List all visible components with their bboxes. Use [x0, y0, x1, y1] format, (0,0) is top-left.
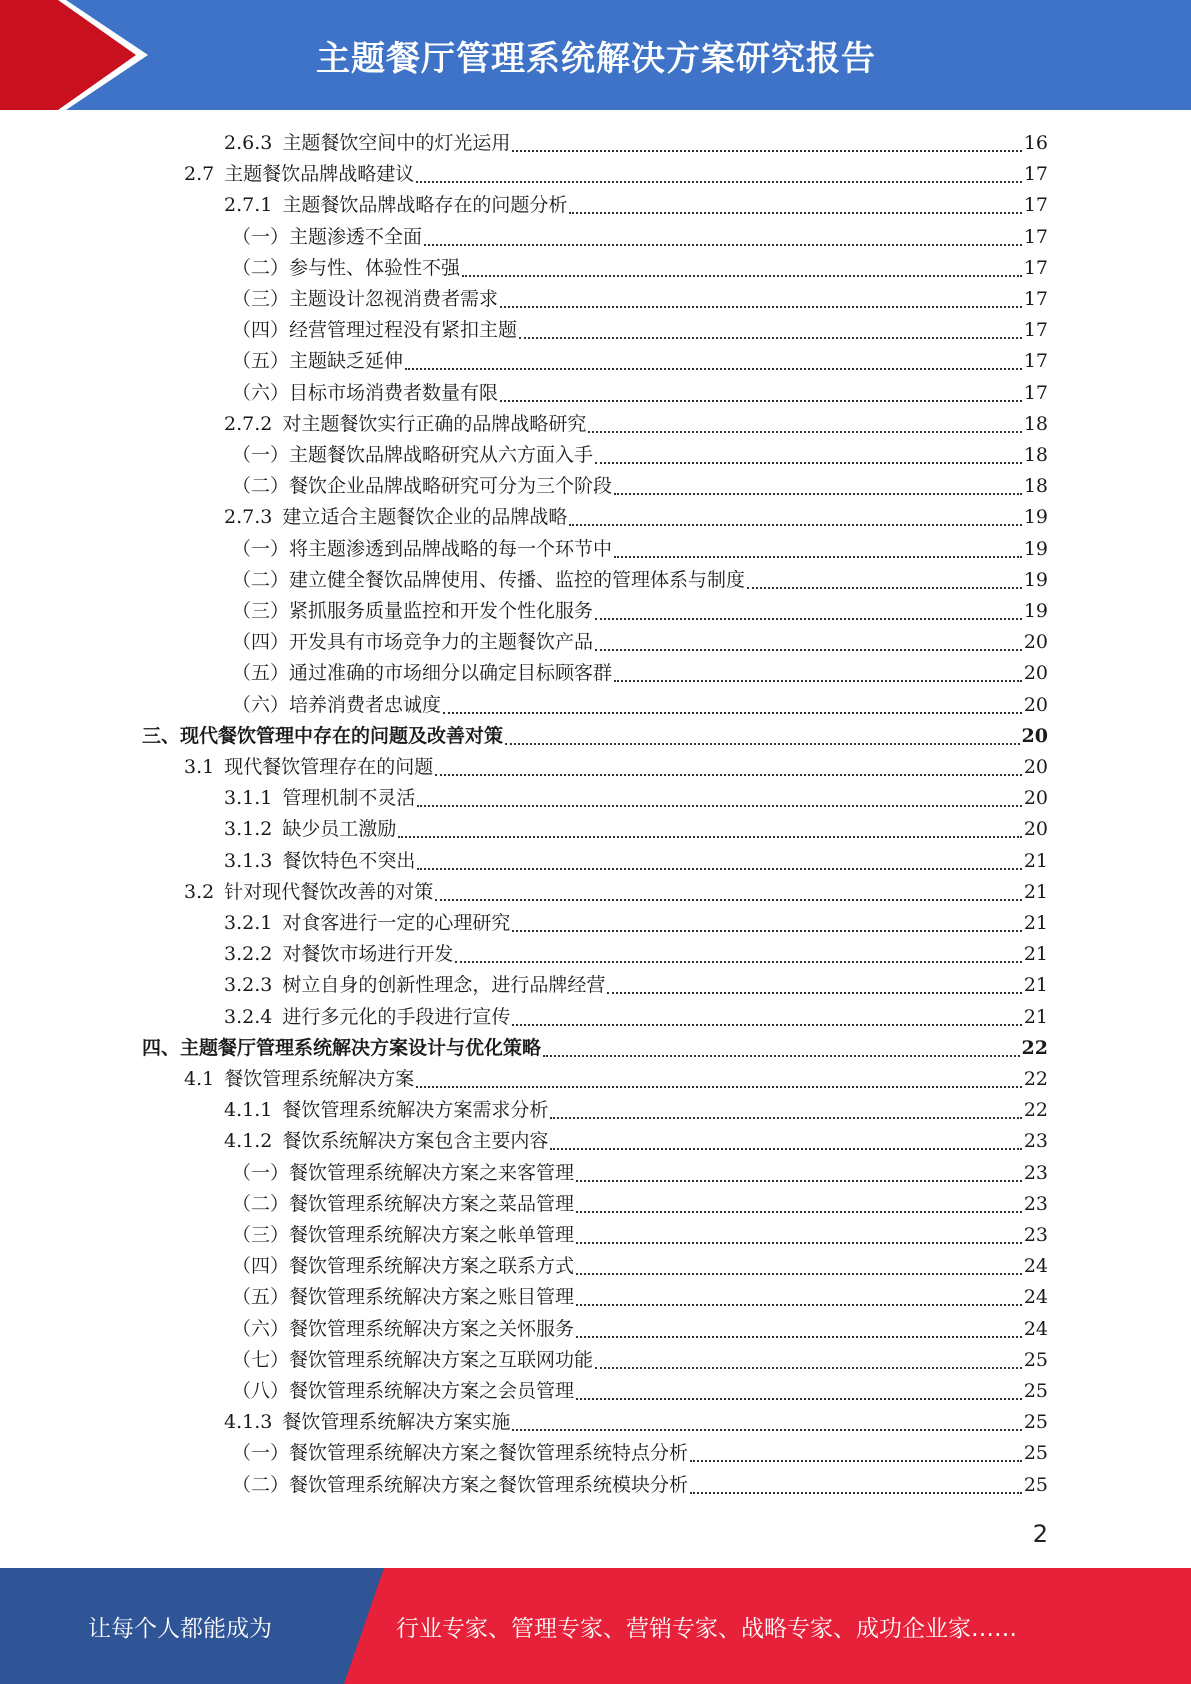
toc-entry-page: 20 [1023, 662, 1048, 685]
toc-entry-number: 3.1.3 [224, 849, 273, 872]
toc-dot-leader [543, 1055, 1020, 1057]
toc-entry[interactable] [232, 1282, 1048, 1313]
toc-dot-leader [576, 1211, 1022, 1213]
toc-entry-page: 23 [1023, 1161, 1048, 1184]
toc-entry-number: 3.1.2 [224, 818, 273, 841]
toc-entry-number: 2.6.3 [224, 132, 273, 154]
toc-dot-leader [576, 1398, 1022, 1400]
toc-entry-title: 餐饮系统解决方案包含主要内容 [282, 1130, 549, 1153]
toc-entry-title: （五）主题缺乏延伸 [232, 350, 404, 373]
toc-entry-title: （二）参与性、体验性不强 [232, 256, 461, 279]
toc-entry-page: 23 [1023, 1192, 1048, 1215]
toc-entry-title: （四）餐饮管理系统解决方案之联系方式 [232, 1255, 575, 1278]
toc-entry[interactable] [142, 1033, 1048, 1064]
toc-dot-leader [416, 1086, 1022, 1088]
toc-dot-leader [435, 899, 1022, 901]
toc-dot-leader [595, 1367, 1022, 1369]
toc-entry[interactable] [184, 1064, 1048, 1095]
toc-entry-title: （二）建立健全餐饮品牌使用、传播、监控的管理体系与制度 [232, 568, 746, 591]
toc-entry[interactable] [232, 1314, 1048, 1345]
toc-entry[interactable] [224, 502, 1048, 533]
toc-entry-page: 25 [1023, 1348, 1048, 1371]
toc-entry[interactable] [142, 721, 1048, 752]
toc-dot-leader [550, 1148, 1021, 1150]
toc-entry-page: 19 [1023, 600, 1048, 622]
toc-dot-leader [614, 680, 1022, 682]
page-header [0, 0, 1191, 110]
toc-entry[interactable] [232, 315, 1048, 346]
toc-dot-leader [512, 930, 1021, 932]
toc-entry-page: 19 [1023, 506, 1048, 529]
toc-dot-leader [550, 1117, 1021, 1119]
toc-entry-title: 四、主题餐厅管理系统解决方案设计与优化策略 [142, 1036, 542, 1059]
toc-entry-page: 22 [1021, 1036, 1048, 1059]
toc-entry-title: （七）餐饮管理系统解决方案之互联网功能 [232, 1348, 594, 1371]
toc-entry-page: 21 [1023, 849, 1048, 872]
toc-entry-title: 管理机制不灵活 [282, 787, 416, 810]
toc-entry-page: 25 [1023, 1442, 1048, 1465]
toc-entry-title: （一）餐饮管理系统解决方案之餐饮管理系统特点分析 [232, 1442, 689, 1465]
toc-entry-number: 2.7.3 [224, 506, 273, 529]
toc-entry[interactable] [232, 690, 1048, 721]
toc-entry-title: （三）餐饮管理系统解决方案之帐单管理 [232, 1224, 575, 1246]
toc-entry[interactable] [224, 846, 1048, 877]
toc-dot-leader [576, 1273, 1022, 1275]
toc-entry-title: 餐饮特色不突出 [282, 849, 416, 872]
toc-entry-page: 20 [1023, 631, 1048, 654]
toc-entry[interactable] [232, 253, 1048, 284]
toc-dot-leader [512, 150, 1021, 152]
toc-entry[interactable] [232, 1376, 1048, 1407]
toc-entry-title: （八）餐饮管理系统解决方案之会员管理 [232, 1380, 575, 1402]
toc-entry-page: 17 [1023, 256, 1048, 279]
toc-entry[interactable] [232, 1220, 1048, 1251]
toc-entry-title: （二）餐饮管理系统解决方案之菜品管理 [232, 1192, 575, 1215]
toc-dot-leader [690, 1492, 1022, 1494]
toc-entry-page: 20 [1023, 756, 1048, 778]
toc-entry-number: 3.2.4 [224, 1005, 273, 1028]
toc-entry-page: 23 [1023, 1224, 1048, 1246]
toc-entry-title: （六）培养消费者忠诚度 [232, 693, 442, 716]
toc-entry-page: 25 [1023, 1380, 1048, 1402]
toc-dot-leader [576, 1242, 1022, 1244]
toc-entry[interactable] [232, 596, 1048, 627]
toc-entry-title: 餐饮管理系统解决方案实施 [282, 1411, 511, 1434]
toc-dot-leader [519, 337, 1022, 339]
toc-entry-title: 现代餐饮管理存在的问题 [224, 756, 434, 778]
toc-entry-page: 22 [1023, 1068, 1048, 1090]
toc-entry-page: 18 [1023, 412, 1048, 435]
toc-dot-leader [595, 618, 1022, 620]
toc-dot-leader [500, 306, 1022, 308]
page-footer [0, 1568, 1191, 1684]
toc-entry[interactable] [184, 752, 1048, 783]
toc-entry-page: 17 [1023, 319, 1048, 342]
toc-entry-number: 4.1.1 [224, 1099, 273, 1122]
toc-entry-page: 17 [1023, 288, 1048, 310]
toc-entry-title: 建立适合主题餐饮企业的品牌战略 [282, 506, 568, 529]
toc-dot-leader [512, 1024, 1021, 1026]
toc-entry[interactable] [224, 1126, 1048, 1157]
toc-entry[interactable] [232, 346, 1048, 377]
toc-entry-page: 21 [1023, 974, 1048, 997]
toc-entry[interactable] [232, 378, 1048, 409]
toc-dot-leader [595, 649, 1022, 651]
toc-dot-leader [455, 961, 1021, 963]
toc-entry[interactable] [224, 190, 1048, 221]
toc-entry-title: （一）餐饮管理系统解决方案之来客管理 [232, 1161, 575, 1184]
toc-entry-page: 20 [1021, 724, 1048, 747]
toc-entry-title: 主题餐饮品牌战略存在的问题分析 [282, 194, 568, 217]
toc-dot-leader [435, 774, 1022, 776]
toc-entry[interactable] [232, 658, 1048, 689]
toc-entry-number: 3.1.1 [224, 787, 273, 810]
toc-entry-number: 3.1 [184, 756, 215, 778]
toc-entry-title: （六）目标市场消费者数量有限 [232, 381, 499, 404]
toc-entry-page: 19 [1023, 568, 1048, 591]
toc-entry[interactable] [232, 534, 1048, 565]
toc-entry-page: 24 [1023, 1255, 1048, 1278]
toc-entry-title: 三、现代餐饮管理中存在的问题及改善对策 [142, 724, 504, 747]
toc-entry-page: 25 [1023, 1411, 1048, 1434]
toc-dot-leader [417, 868, 1021, 870]
document-title: 主题餐厅管理系统解决方案研究报告 [316, 38, 876, 79]
toc-entry-number: 4.1 [184, 1068, 215, 1090]
toc-entry-number: 3.2 [184, 880, 215, 903]
toc-entry[interactable] [184, 877, 1048, 908]
toc-dot-leader [512, 1429, 1021, 1431]
toc-entry[interactable] [232, 1345, 1048, 1376]
toc-entry-number: 3.2.3 [224, 974, 273, 997]
toc-entry-page: 24 [1023, 1286, 1048, 1309]
toc-entry-page: 20 [1023, 787, 1048, 810]
toc-entry-number: 2.7.1 [224, 194, 273, 217]
toc-entry-title: 针对现代餐饮改善的对策 [224, 880, 434, 903]
toc-entry-page: 18 [1023, 475, 1048, 498]
toc-dot-leader [614, 493, 1022, 495]
toc-entry[interactable] [184, 159, 1048, 190]
toc-entry-page: 21 [1023, 1005, 1048, 1028]
toc-entry-title: （一）将主题渗透到品牌战略的每一个环节中 [232, 537, 613, 560]
toc-entry[interactable] [232, 1251, 1048, 1282]
toc-entry-title: （二）餐饮企业品牌战略研究可分为三个阶段 [232, 475, 613, 498]
toc-entry-title: （五）通过准确的市场细分以确定目标顾客群 [232, 662, 613, 685]
toc-entry[interactable] [224, 908, 1048, 939]
toc-dot-leader [595, 462, 1022, 464]
toc-entry[interactable] [224, 970, 1048, 1001]
toc-entry-page: 25 [1023, 1473, 1048, 1496]
toc-entry-page: 17 [1023, 225, 1048, 248]
toc-entry-page: 17 [1023, 194, 1048, 217]
toc-entry-title: 对食客进行一定的心理研究 [282, 912, 511, 934]
toc-entry-title: （二）餐饮管理系统解决方案之餐饮管理系统模块分析 [232, 1473, 689, 1496]
toc-entry-page: 23 [1023, 1130, 1048, 1153]
toc-entry-title: 餐饮管理系统解决方案 [224, 1068, 415, 1090]
toc-dot-leader [588, 431, 1021, 433]
toc-entry-page: 20 [1023, 693, 1048, 716]
toc-entry[interactable] [232, 627, 1048, 658]
toc-entry-title: 对主题餐饮实行正确的品牌战略研究 [282, 412, 587, 435]
toc-entry-page: 22 [1023, 1099, 1048, 1122]
toc-dot-leader [424, 244, 1022, 246]
toc-entry[interactable] [224, 783, 1048, 814]
toc-dot-leader [747, 587, 1022, 589]
toc-dot-leader [405, 368, 1022, 370]
toc-entry-title: （三）紧抓服务质量监控和开发个性化服务 [232, 600, 594, 622]
toc-dot-leader [505, 743, 1020, 745]
toc-dot-leader [462, 275, 1022, 277]
toc-entry[interactable] [232, 471, 1048, 502]
toc-entry[interactable] [224, 939, 1048, 970]
footer-slogan-left: 让每个人都能成为 [88, 1615, 272, 1642]
toc-entry[interactable] [232, 1158, 1048, 1189]
toc-entry-number: 3.2.2 [224, 943, 273, 966]
red-arrow-logo [0, 0, 150, 110]
toc-entry[interactable] [232, 284, 1048, 315]
toc-entry-title: 主题餐饮空间中的灯光运用 [282, 132, 511, 154]
toc-dot-leader [607, 992, 1021, 994]
toc-entry[interactable] [224, 1095, 1048, 1126]
toc-entry-number: 2.7.2 [224, 412, 273, 435]
toc-dot-leader [690, 1460, 1022, 1462]
toc-entry[interactable] [232, 222, 1048, 253]
toc-entry-number: 4.1.3 [224, 1411, 273, 1434]
toc-entry-title: （三）主题设计忽视消费者需求 [232, 288, 499, 310]
toc-dot-leader [569, 212, 1021, 214]
toc-entry[interactable] [224, 128, 1048, 159]
toc-dot-leader [576, 1304, 1022, 1306]
toc-entry[interactable] [224, 409, 1048, 440]
toc-entry[interactable] [232, 440, 1048, 471]
toc-entry-page: 21 [1023, 943, 1048, 966]
toc-entry-title: （一）主题渗透不全面 [232, 225, 423, 248]
toc-entry-title: 主题餐饮品牌战略建议 [224, 163, 415, 186]
toc-entry-title: （六）餐饮管理系统解决方案之关怀服务 [232, 1317, 575, 1340]
toc-entry-number: 2.7 [184, 163, 215, 186]
toc-dot-leader [398, 836, 1021, 838]
toc-entry-page: 17 [1023, 381, 1048, 404]
toc-entry-title: 餐饮管理系统解决方案需求分析 [282, 1099, 549, 1122]
toc-entry-page: 19 [1023, 537, 1048, 560]
toc-entry[interactable] [224, 1407, 1048, 1438]
toc-entry-number: 4.1.2 [224, 1130, 273, 1153]
toc-entry-page: 21 [1023, 880, 1048, 903]
toc-entry[interactable] [232, 1189, 1048, 1220]
toc-entry[interactable] [232, 565, 1048, 596]
toc-entry-title: （五）餐饮管理系统解决方案之账目管理 [232, 1286, 575, 1309]
toc-dot-leader [500, 400, 1022, 402]
toc-entry-page: 21 [1023, 912, 1048, 934]
toc-entry-title: 树立自身的创新性理念，进行品牌经营 [282, 974, 606, 997]
toc-entry-page: 20 [1023, 818, 1048, 841]
toc-dot-leader [569, 524, 1021, 526]
toc-dot-leader [443, 712, 1022, 714]
toc-dot-leader [576, 1180, 1022, 1182]
toc-dot-leader [614, 556, 1022, 558]
toc-entry[interactable] [232, 1470, 1048, 1501]
toc-dot-leader [576, 1336, 1022, 1338]
toc-entry-title: （四）开发具有市场竞争力的主题餐饮产品 [232, 631, 594, 654]
toc-entry-title: 进行多元化的手段进行宣传 [282, 1005, 511, 1028]
toc-entry-page: 16 [1023, 132, 1048, 154]
toc-entry-page: 24 [1023, 1317, 1048, 1340]
toc-entry[interactable] [224, 1002, 1048, 1033]
toc-entry[interactable] [232, 1438, 1048, 1469]
toc-entry-title: （一）主题餐饮品牌战略研究从六方面入手 [232, 444, 594, 466]
toc-entry-title: 缺少员工激励 [282, 818, 397, 841]
page-number: 2 [1032, 1520, 1048, 1548]
toc-entry-page: 17 [1023, 350, 1048, 373]
toc-entry-number: 3.2.1 [224, 912, 273, 934]
toc-dot-leader [416, 181, 1022, 183]
toc-entry-title: 对餐饮市场进行开发 [282, 943, 454, 966]
toc-entry-page: 17 [1023, 163, 1048, 186]
toc-dot-leader [417, 805, 1021, 807]
toc-entry[interactable] [224, 814, 1048, 845]
toc-entry-title: （四）经营管理过程没有紧扣主题 [232, 319, 518, 342]
toc-entry-page: 18 [1023, 444, 1048, 466]
footer-slogan-right: 行业专家、管理专家、营销专家、战略专家、成功企业家…… [396, 1615, 1017, 1642]
